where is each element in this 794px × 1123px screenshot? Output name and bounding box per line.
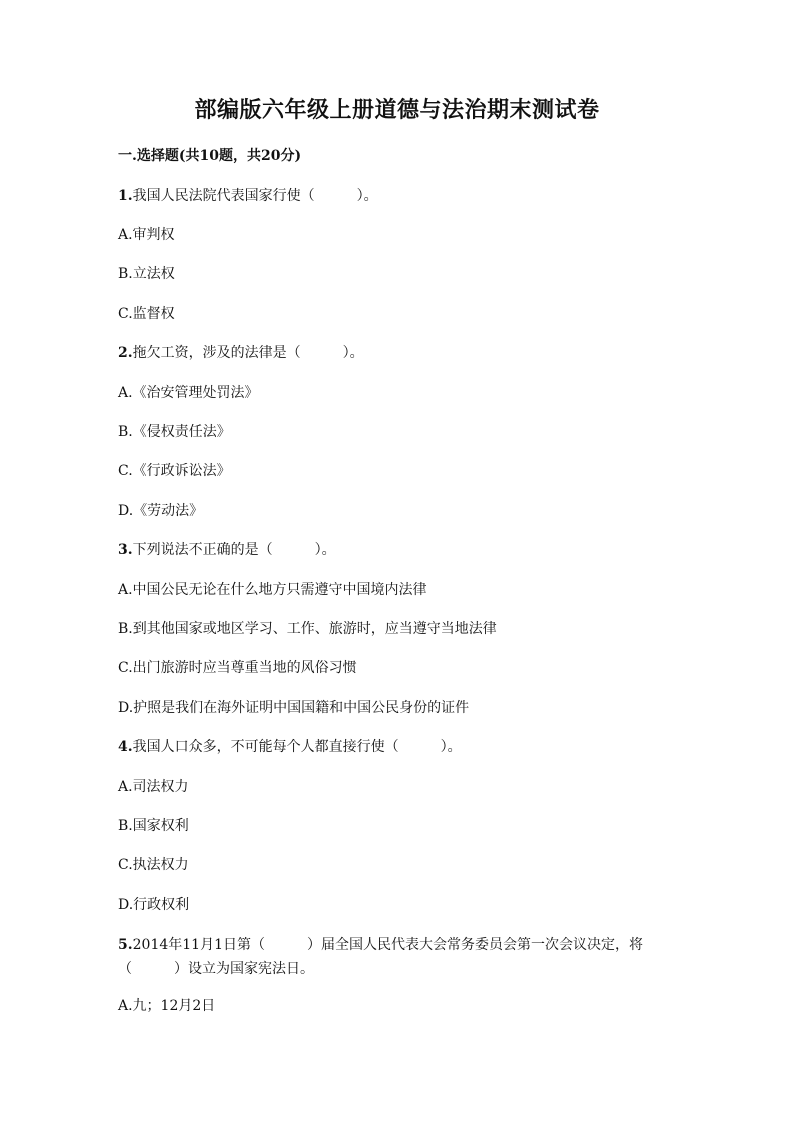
option-3b: B.到其他国家或地区学习、工作、旅游时，应当遵守当地法律 [118,621,497,637]
question-2 [118,340,678,366]
option-3c: C.出门旅游时应当尊重当地的风俗习惯 [118,660,357,676]
option-1c: C.监督权 [118,306,175,322]
option-5a: A.九；12月2日 [118,998,216,1014]
option-2b: B.《侵权责任法》 [118,424,231,440]
question-5 [118,933,678,981]
question-number: 1. [118,188,133,204]
question-number: 5. [118,937,133,953]
question-text: 2014年11月1日第（ ）届全国人民代表大会常务委员会第一次会议决定，将（ ）设立为国家宪法日。 [118,937,643,977]
section-heading: 一.选择题(共10题，共20分) [118,148,302,164]
option-3d: D.护照是我们在海外证明中国国籍和中国公民身份的证件 [118,700,470,716]
question-number: 4. [118,739,133,755]
question-text: 拖欠工资，涉及的法律是（ ）。 [132,345,364,361]
option-3a: A.中国公民无论在什么地方只需遵守中国境内法律 [118,582,427,598]
page-title: 部编版六年级上册道德与法治期末测试卷 [194,97,600,123]
option-2c: C.《行政诉讼法》 [118,463,231,479]
question-1 [118,183,678,209]
question-number: 3. [118,542,133,558]
option-2d: D.《劳动法》 [118,503,204,519]
option-1a: A.审判权 [118,227,175,243]
option-4c: C.执法权力 [118,857,189,873]
question-4 [118,734,678,760]
option-4a: A.司法权力 [118,779,189,795]
option-4b: B.国家权利 [118,818,189,834]
question-text: 我国人口众多，不可能每个人都直接行使（ ）。 [132,739,462,755]
option-4d: D.行政权利 [118,897,190,913]
question-number: 2. [118,345,133,361]
option-1b: B.立法权 [118,266,175,282]
question-text: 下列说法不正确的是（ ）。 [132,542,336,558]
question-text: 我国人民法院代表国家行使（ ）。 [132,188,378,204]
option-2a: A.《治安管理处罚法》 [118,385,259,401]
question-3 [118,537,678,563]
